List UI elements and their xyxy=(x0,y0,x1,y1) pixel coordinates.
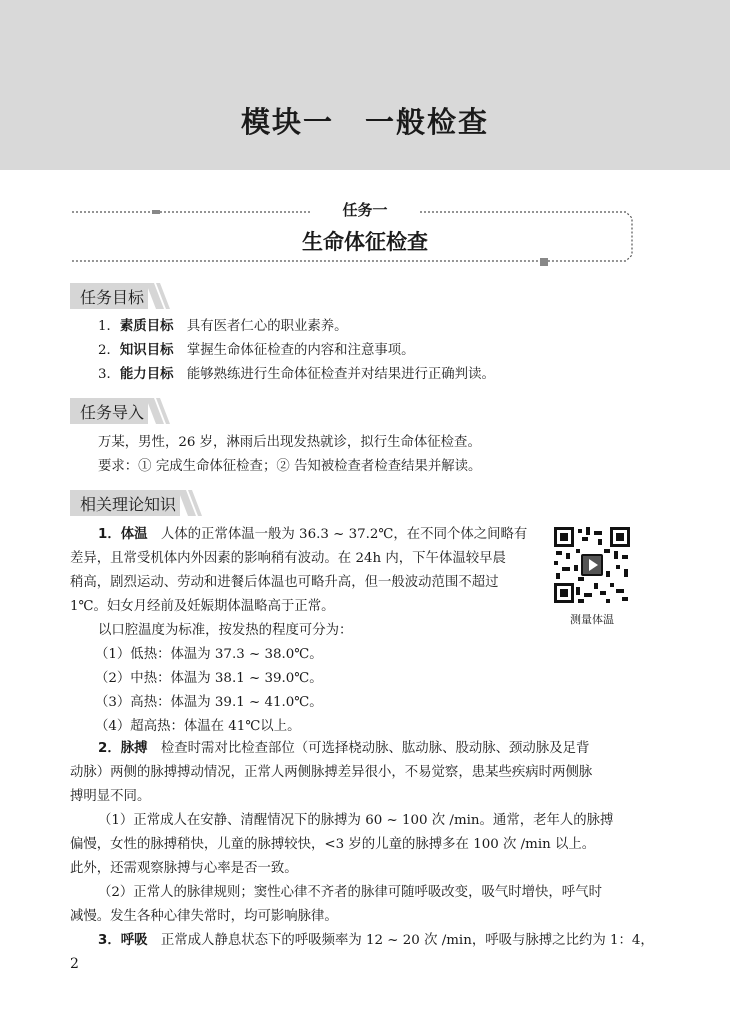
pulse-para: 减慢。发生各种心律失常时，均可影响脉律。 xyxy=(70,909,338,924)
intro-line: 要求：① 完成生命体征检查；② 告知被检查者检查结果并解读。 xyxy=(98,459,482,474)
section-title: 任务目标 xyxy=(80,288,145,307)
task-title: 生命体征检查 xyxy=(302,230,428,254)
objective-item: 3．能力目标 能够熟练进行生命体征检查并对结果进行正确判读。 xyxy=(98,367,495,382)
qr-caption: 测量体温 xyxy=(570,613,614,626)
section-title: 任务导入 xyxy=(80,403,145,422)
pulse-para: （1）正常成人在安静、清醒情况下的脉搏为 60 ~ 100 次 /min。通常，老年人的脉搏 xyxy=(98,813,614,828)
pulse-line: 2．脉搏 检查时需对比检查部位（可选择桡动脉、肱动脉、股动脉、颈动脉及足背 xyxy=(98,741,590,756)
temp-line: 1℃。妇女月经前及妊娠期体温略高于正常。 xyxy=(70,599,335,614)
fever-level: （4）超高热：体温在 41℃以上。 xyxy=(95,719,301,734)
fever-intro: 以口腔温度为标准，按发热的程度可分为： xyxy=(98,623,353,638)
pulse-line: 动脉）两侧的脉搏搏动情况，正常人两侧脉搏差异很小，不易觉察，患某些疾病时两侧脉 xyxy=(70,765,593,780)
intro-line: 万某，男性，26 岁，淋雨后出现发热就诊，拟行生命体征检查。 xyxy=(98,435,481,450)
fever-level: （3）高热：体温为 39.1 ~ 41.0℃。 xyxy=(95,695,323,710)
task-label: 任务一 xyxy=(312,199,418,220)
pulse-para: （2）正常人的脉律规则；窦性心律不齐者的脉律可随呼吸改变，吸气时增快，呼气时 xyxy=(98,885,602,900)
module-title: 模块一 一般检查 xyxy=(240,105,489,139)
temp-line: 1．体温 人体的正常体温一般为 36.3 ~ 37.2℃，在不同个体之间略有 xyxy=(98,527,528,542)
objective-item: 2．知识目标 掌握生命体征检查的内容和注意事项。 xyxy=(98,343,415,358)
resp-line: 3．呼吸 正常成人静息状态下的呼吸频率为 12 ~ 20 次 /min，呼吸与脉搏之比约为 1：4， xyxy=(98,933,654,948)
fever-level: （2）中热：体温为 38.1 ~ 39.0℃。 xyxy=(95,671,323,686)
temp-line: 差异，且常受机体内外因素的影响稍有波动。在 24h 内，下午体温较早晨 xyxy=(70,551,506,566)
pulse-line: 搏明显不同。 xyxy=(70,789,151,804)
objective-item: 1．素质目标 具有医者仁心的职业素养。 xyxy=(98,319,348,334)
temp-line: 稍高，剧烈运动、劳动和进餐后体温也可略升高，但一般波动范围不超过 xyxy=(70,575,499,590)
qr-code-icon[interactable] xyxy=(554,527,630,603)
page-number: 2 xyxy=(70,956,79,972)
fever-level: （1）低热：体温为 37.3 ~ 38.0℃。 xyxy=(95,647,323,662)
section-title: 相关理论知识 xyxy=(80,495,177,514)
pulse-para: 偏慢，女性的脉搏稍快，儿童的脉搏较快，<3 岁的儿童的脉搏多在 100 次 /min 以上。 xyxy=(70,837,596,852)
pulse-para: 此外，还需观察脉搏与心率是否一致。 xyxy=(70,861,298,876)
